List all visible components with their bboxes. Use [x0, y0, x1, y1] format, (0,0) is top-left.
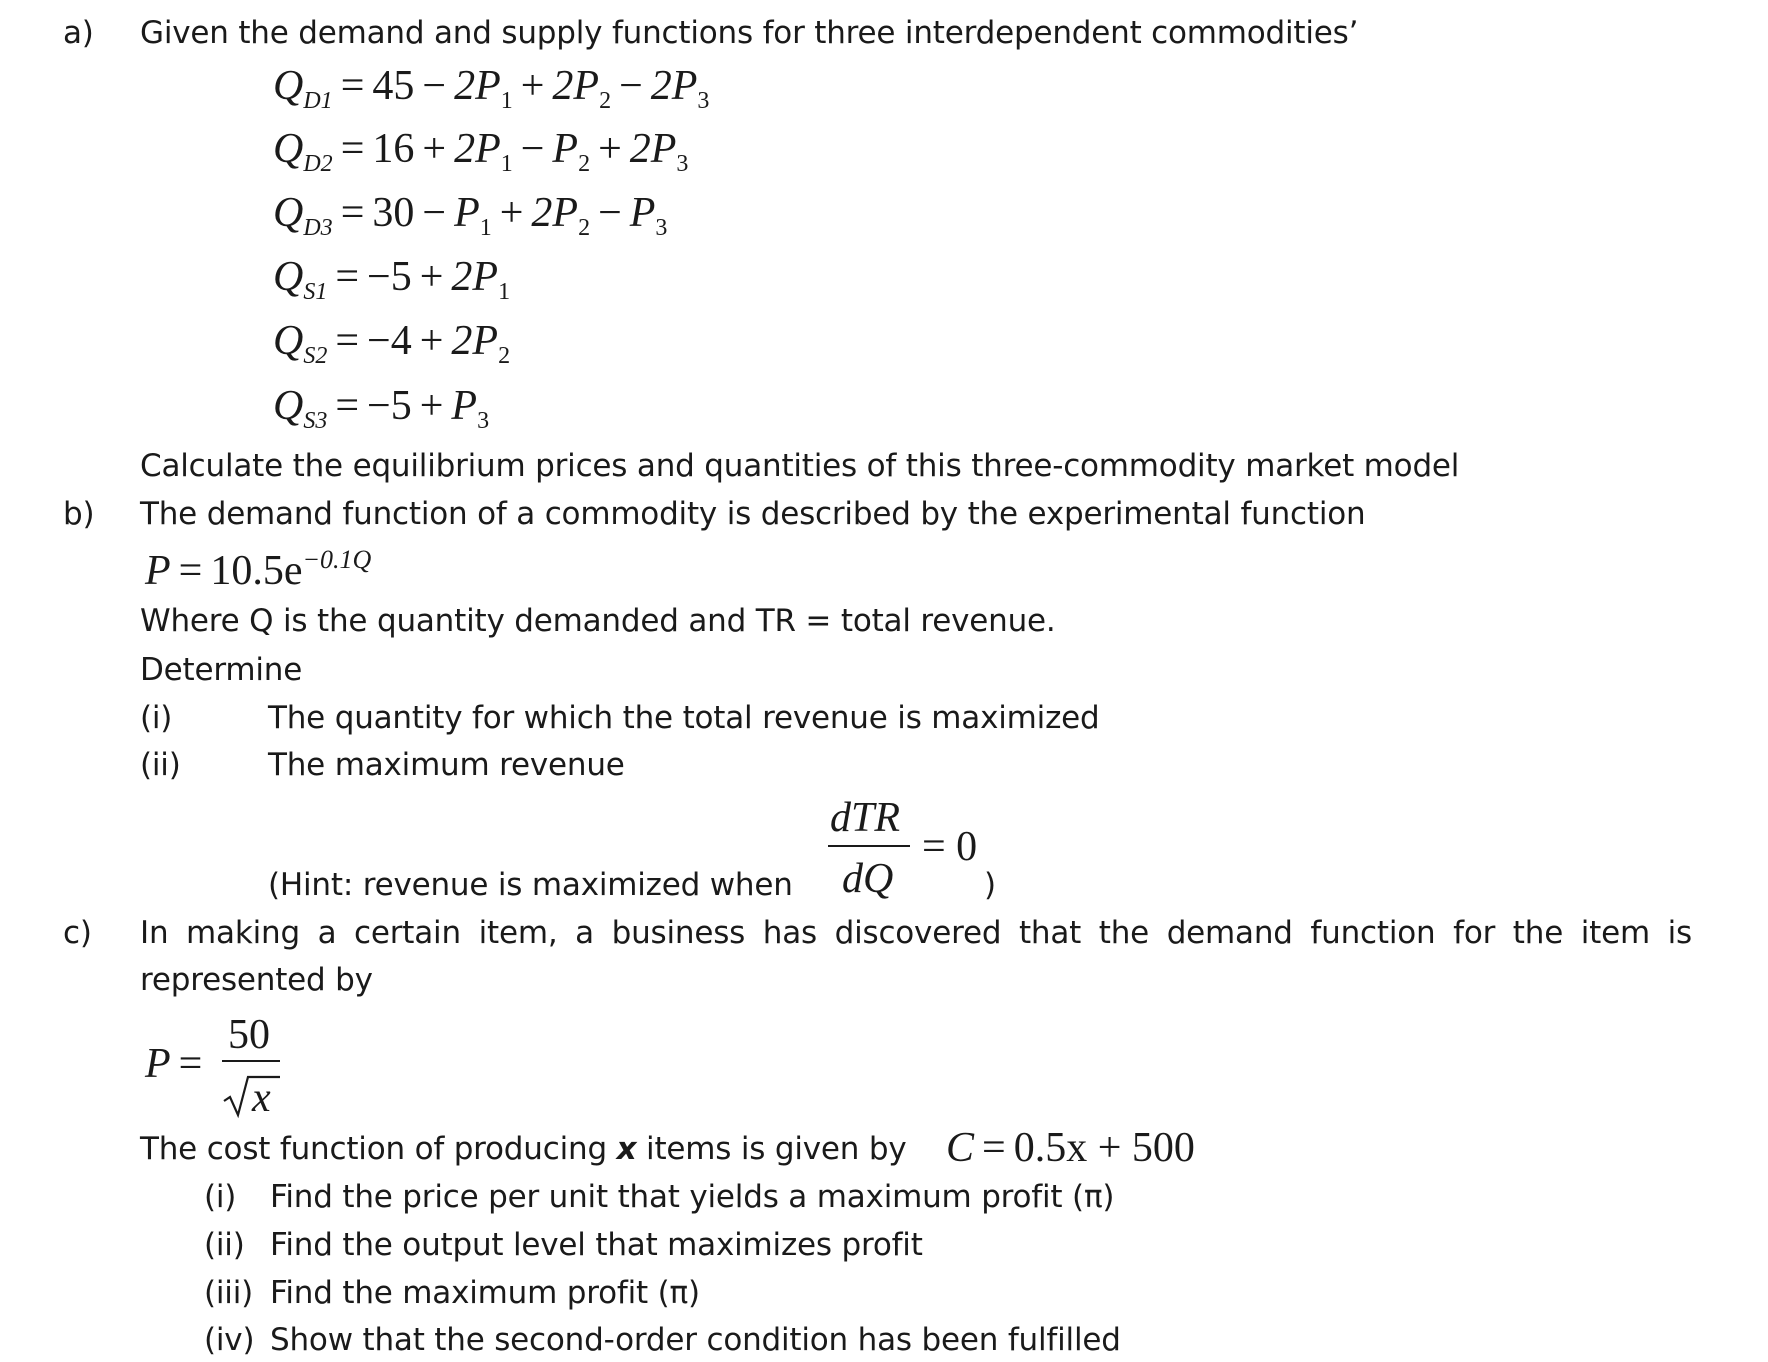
part-c-item-2-num: (ii)	[204, 1227, 245, 1263]
equation-qs3: $Q_{S3} = -5 + P_3$	[273, 383, 490, 434]
equation-qd2: $Q_{D2} = 16 + 2P_1 - P_2 + 2P_3$	[273, 126, 689, 177]
hint-fraction-numerator: dTR	[830, 795, 901, 841]
part-c-intro-line2: represented by	[140, 962, 373, 998]
part-c-item-4-num: (iv)	[204, 1322, 255, 1358]
hint-prefix: (Hint: revenue is maximized when	[268, 867, 793, 903]
part-c-item-4-text: Show that the second-order condition has been fulfilled	[270, 1322, 1121, 1358]
part-a-label: a)	[63, 15, 94, 51]
hint-equals-zero: = 0	[922, 824, 978, 870]
hint-close: )	[984, 867, 996, 903]
part-c-item-1-num: (i)	[204, 1179, 237, 1215]
part-b-item-2-text: The maximum revenue	[268, 747, 625, 783]
part-b-item-2-num: (ii)	[140, 747, 181, 783]
hint-fraction-bar	[828, 845, 910, 847]
demand-formula-c-numerator: 50	[228, 1012, 270, 1058]
cost-formula: C = 0.5x + 500	[946, 1125, 1195, 1171]
part-c-label: c)	[63, 915, 92, 951]
part-b-determine: Determine	[140, 652, 303, 688]
part-a-intro: Given the demand and supply functions for three interdependent commodities’	[140, 15, 1359, 51]
part-c-item-2-text: Find the output level that maximizes profit	[270, 1227, 923, 1263]
part-a-task: Calculate the equilibrium prices and quantities of this three-commodity market model	[140, 448, 1460, 484]
demand-formula-c-denominator: x	[252, 1075, 271, 1121]
part-b-intro: The demand function of a commodity is described by the experimental function	[140, 496, 1366, 532]
part-c-intro-line1: In making a certain item, a business has discovered that the demand function for the item is	[140, 915, 1692, 951]
equation-qs1: $Q_{S1} = -5 + 2P_1$	[273, 254, 511, 305]
part-c-item-3-text: Find the maximum profit (π)	[270, 1275, 700, 1311]
cost-sentence: The cost function of producing x items is given by	[140, 1131, 907, 1167]
demand-formula-b: $P = 10.5e^{-0.1Q}$	[145, 545, 372, 594]
part-b-item-1-text: The quantity for which the total revenue is maximized	[268, 700, 1100, 736]
part-b-where: Where Q is the quantity demanded and TR = total revenue.	[140, 603, 1056, 639]
hint-fraction-denominator: dQ	[842, 856, 894, 902]
part-c-item-1-text: Find the price per unit that yields a maximum profit (π)	[270, 1179, 1115, 1215]
demand-formula-c-bar	[222, 1060, 280, 1062]
equation-qd3: $Q_{D3} = 30 - P_1 + 2P_2 - P_3$	[273, 190, 668, 241]
part-b-label: b)	[63, 496, 95, 532]
part-b-item-1-num: (i)	[140, 700, 173, 736]
demand-formula-c-lhs: P =	[145, 1041, 203, 1087]
part-c-item-3-num: (iii)	[204, 1275, 254, 1311]
equation-qd1: $Q_{D1} = 45 - 2P_1 + 2P_2 - 2P_3$	[273, 63, 710, 114]
equation-qs2: $Q_{S2} = -4 + 2P_2$	[273, 318, 511, 369]
